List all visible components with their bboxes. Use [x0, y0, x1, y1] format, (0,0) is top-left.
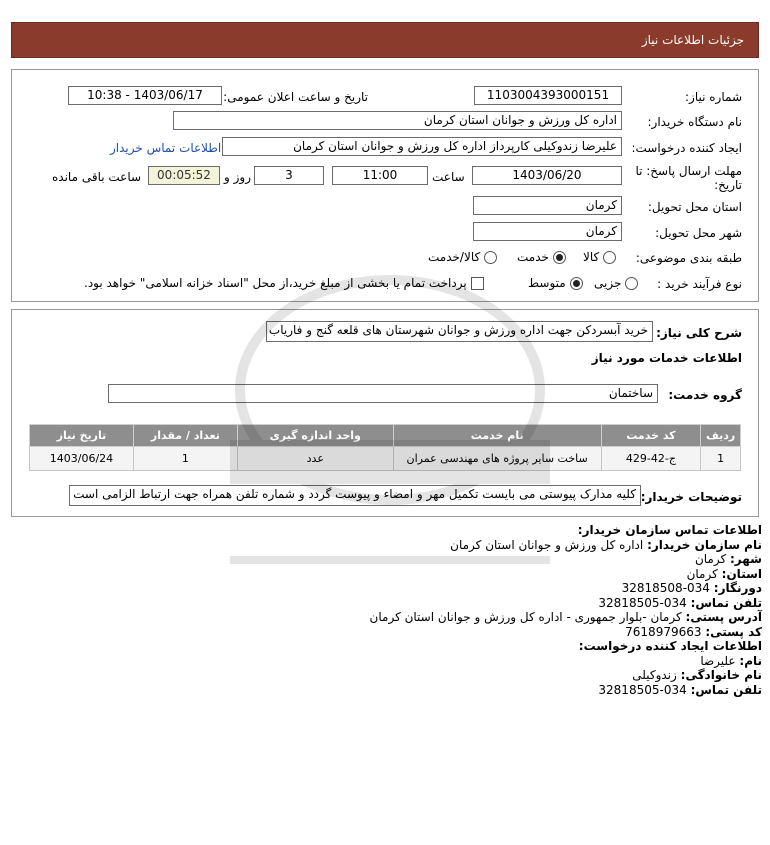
creator-first-name: علیرضا	[700, 653, 736, 668]
announce-datetime-field: 1403/06/17 - 10:38	[68, 86, 222, 105]
contact-province-label: استان:	[721, 566, 762, 581]
col-service-name: نام خدمت	[393, 425, 601, 447]
contact-fax: 034-32818508	[621, 581, 710, 595]
service-group-label: گروه خدمت:	[668, 388, 742, 402]
deadline-days-label: روز و	[224, 170, 251, 184]
buyer-contact-link[interactable]: اطلاعات تماس خریدار	[110, 141, 222, 155]
radio-icon[interactable]	[603, 251, 616, 264]
col-quantity: تعداد / مقدار	[133, 425, 237, 447]
checkbox-icon[interactable]	[471, 277, 484, 290]
category-option-goods[interactable]: کالا	[583, 250, 616, 264]
summary-field: خرید آبسردکن جهت اداره ورزش و جوانان شهرستان های قلعه گنج و فاریاب	[266, 321, 653, 342]
contact-org-label: نام سازمان خریدار:	[647, 537, 762, 552]
contact-phone-label: تلفن تماس:	[690, 595, 762, 610]
announce-datetime-label: تاریخ و ساعت اعلان عمومی:	[223, 90, 368, 104]
creator-phone-label: تلفن تماس:	[690, 682, 762, 697]
delivery-province-label: استان محل تحویل:	[647, 200, 742, 214]
creator-last-name-label: نام خانوادگی:	[680, 668, 762, 682]
contact-fax-label: دورنگار:	[713, 581, 762, 595]
services-section-title: اطلاعات خدمات مورد نیاز	[591, 351, 742, 365]
contact-address-label: آدرس پستی:	[685, 610, 762, 624]
need-number-label: شماره نیاز:	[685, 90, 742, 104]
purchase-process-label: نوع فرآیند خرید :	[657, 277, 742, 291]
cell-need-date: 1403/06/24	[30, 447, 134, 471]
radio-icon[interactable]	[484, 251, 497, 264]
deadline-time-field: 11:00	[332, 166, 428, 185]
col-unit: واحد اندازه گیری	[237, 425, 393, 447]
cell-quantity: 1	[133, 447, 237, 471]
contact-province: کرمان	[686, 566, 718, 581]
requester-field: علیرضا زندوکیلی کارپرداز اداره کل ورزش و جوانان استان کرمان	[222, 137, 622, 156]
contact-postal: 7618979663	[625, 624, 702, 639]
creator-first-name-label: نام:	[739, 653, 762, 668]
col-need-date: تاریخ نیاز	[30, 425, 134, 447]
process-option-medium[interactable]: متوسط	[528, 276, 583, 290]
delivery-province-field: کرمان	[473, 196, 622, 215]
delivery-city-label: شهر محل تحویل:	[655, 226, 742, 240]
page-title: جزئیات اطلاعات نیاز	[641, 33, 744, 47]
contact-address: کرمان -بلوار جمهوری - اداره کل ورزش و جوانان استان کرمان	[369, 610, 682, 624]
contact-phone: 034-32818505	[598, 595, 687, 610]
contact-city: کرمان	[694, 552, 727, 566]
cell-service-code: ج-42-429	[601, 447, 701, 471]
radio-icon[interactable]	[625, 277, 638, 290]
deadline-time-label: ساعت	[432, 170, 465, 184]
contact-org: اداره کل ورزش و جوانان استان کرمان	[450, 537, 644, 552]
radio-selected-icon[interactable]	[553, 251, 566, 264]
buyer-contact-section	[2, 523, 762, 697]
treasury-payment-checkbox[interactable]: پرداخت تمام یا بخشی از مبلغ خرید،از محل "اسناد خزانه اسلامی" خواهد بود.	[84, 276, 484, 290]
remaining-time-field: 00:05:52	[148, 166, 220, 185]
need-number-field: 1103004393000151	[474, 86, 622, 105]
cell-service-name: ساخت سایر پروژه های مهندسی عمران	[393, 447, 601, 471]
deadline-label-line1: مهلت ارسال پاسخ: تا	[635, 164, 742, 178]
radio-selected-icon[interactable]	[570, 277, 583, 290]
deadline-label-line2: تاریخ:	[714, 178, 742, 192]
page-header	[11, 22, 759, 58]
creator-phone: 034-32818505	[598, 682, 687, 697]
col-row-number: ردیف	[701, 425, 741, 447]
contact-postal-label: کد پستی:	[705, 624, 762, 639]
buyer-notes-field: کلیه مدارک پیوستی می بایست تکمیل مهر و امضاء و پیوست گردد و شماره تلفن همراه جهت ارتباط الزامی است	[69, 485, 641, 506]
category-option-service[interactable]: خدمت	[517, 250, 566, 264]
remaining-time-label: ساعت باقی مانده	[52, 170, 142, 184]
category-label: طبقه بندی موضوعی:	[635, 251, 742, 265]
requester-label: ایجاد کننده درخواست:	[631, 141, 742, 155]
creator-title: اطلاعات ایجاد کننده درخواست:	[578, 639, 762, 653]
buyer-org-field: اداره کل ورزش و جوانان استان کرمان	[173, 111, 622, 130]
process-option-minor[interactable]: جزیی	[594, 276, 638, 290]
delivery-city-field: کرمان	[473, 222, 622, 241]
creator-last-name: زندوکیلی	[632, 668, 677, 682]
cell-unit: عدد	[237, 447, 393, 471]
col-service-code: کد خدمت	[601, 425, 701, 447]
category-option-goods-service[interactable]: کالا/خدمت	[428, 250, 497, 264]
cell-row-number: 1	[701, 447, 741, 471]
deadline-date-field: 1403/06/20	[472, 166, 622, 185]
service-group-field: ساختمان	[108, 384, 658, 403]
table-row	[30, 447, 741, 471]
summary-label: شرح کلی نیاز:	[656, 326, 742, 340]
contact-title: اطلاعات تماس سازمان خریدار:	[577, 523, 762, 537]
services-table	[29, 424, 741, 471]
buyer-notes-label: توضیحات خریدار:	[640, 490, 742, 504]
table-header-row	[30, 425, 741, 447]
contact-city-label: شهر:	[730, 552, 762, 566]
deadline-days-field: 3	[254, 166, 324, 185]
buyer-org-label: نام دستگاه خریدار:	[647, 115, 742, 129]
